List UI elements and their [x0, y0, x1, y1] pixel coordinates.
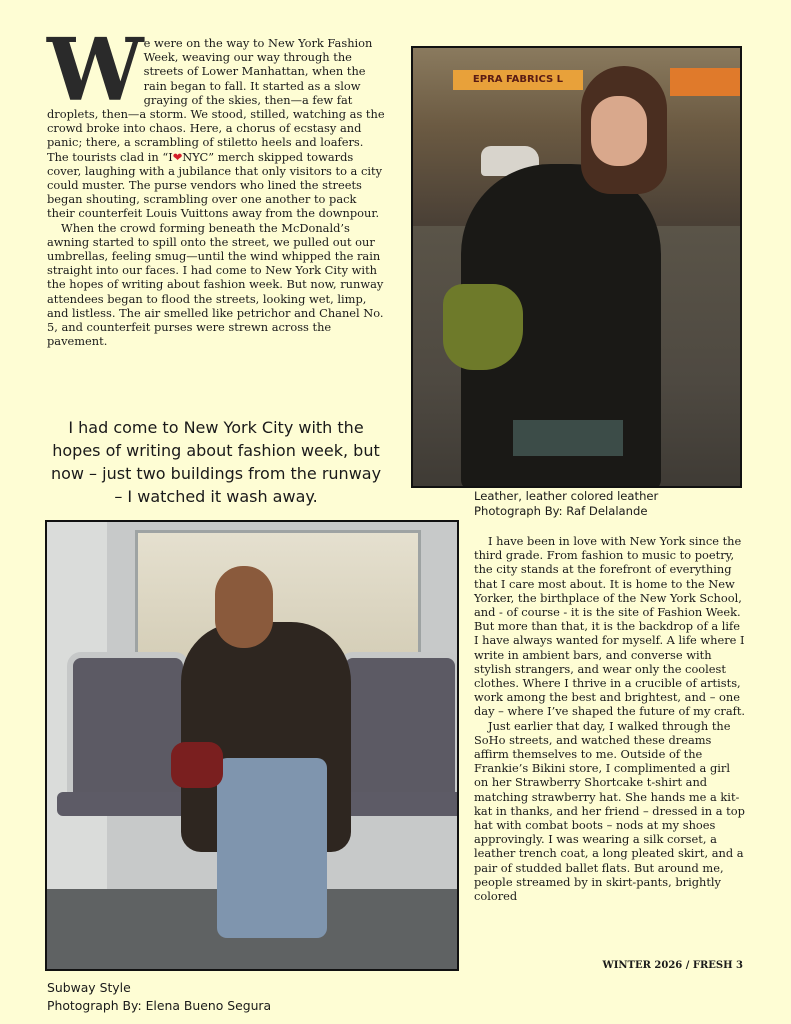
train-seat	[67, 652, 189, 814]
photo-subway	[45, 520, 459, 971]
green-bag	[443, 284, 523, 370]
train-seat	[339, 652, 459, 814]
model-jeans	[217, 758, 327, 938]
model-face	[591, 96, 647, 166]
model-head	[215, 566, 273, 648]
article-paragraph-2: When the crowd forming beneath the McDonald’s awning started to spill onto the street, we pulled out our umbrellas, feeling smug—until the wind whipped the rain straight into our faces. I had come to New York City with the hopes of writing about fashion week. But now, runway attendees began to flood the streets, looking wet, limp, and listless. The air smelled like petrichor and Chanel No. 5, and counterfeit purses were strewn across the pavement.	[47, 220, 384, 349]
pull-quote: I had come to New York City with the hopes of writing about fashion week, but now – just two buildings from the runway – I watched it wash away.	[50, 418, 382, 506]
photo1-caption-title: Leather, leather colored leather	[474, 489, 659, 503]
page-folio: WINTER 2026 / FRESH 3	[602, 960, 743, 971]
article-right-column	[474, 534, 746, 903]
photo2-caption-credit: Photograph By: Elena Bueno Segura	[47, 998, 272, 1013]
shop-awning	[670, 68, 740, 96]
heart-icon: ❤	[172, 149, 183, 164]
article-paragraph-1: e were on the way to New York Fashion Week, weaving our way through the streets of Lower Manhattan, when the rain began to fall. It started as a slow graying of the skies, then—a few fat droplets, then—a storm. We stood, stilled, watching as the crowd broke into chaos. Here, a chorus of ecstasy and panic; there, a scrambling of stiletto heels and loafers. The tourists clad in “I❤NYC” merch skipped towards cover, laughing with a jubilance that only visitors to a city could muster. The purse vendors who lined the streets began shouting, scrambling over one another to pack their counterfeit Louis Vuittons away from the downpour.	[47, 36, 385, 221]
denim-skirt	[513, 420, 623, 456]
photo-leather-street	[411, 46, 742, 488]
seat-base	[337, 792, 459, 816]
photo2-caption-title: Subway Style	[47, 980, 131, 995]
seat-base	[57, 792, 187, 816]
article-paragraph-3: I have been in love with New York since the third grade. From fashion to music to poetry, the city stands at the forefront of everything that I care most about. It is home to the New Yorker, the birthplace of the New York School, and - of course - it is the site of Fashion Week. But more than that, it is the backdrop of a life I have always wanted for myself. A life where I write in ambient bars, and converse with stylish strangers, and wear only the coolest clothes. Where I thrive in a crucible of artists, work among the best and brightest, and – one day – where I’ve shaped the future of my craft.	[474, 534, 746, 719]
photo1-caption-credit: Photograph By: Raf Delalande	[474, 504, 648, 518]
article-paragraph-4: Just earlier that day, I walked through the SoHo streets, and watched these dreams affirm themselves to me. Outside of the Frankie’s Bikini store, I complimented a girl on her Strawberry Shortcake t-shirt and matching strawberry hat. She hands me a kit-kat in thanks, and her friend – dressed in a top hat with combat boots – nods at my shoes approvingly. I was wearing a silk corset, a leather trench coat, a long pleated skirt, and a pair of studded ballet flats. But around me, people streamed by in skirt-pants, brightly colored	[474, 718, 745, 904]
photo2-caption	[47, 979, 271, 1015]
photo1-caption	[474, 489, 658, 519]
article-left-column	[47, 20, 385, 349]
shop-sign: EPRA FABRICS L	[453, 70, 583, 90]
red-bag	[171, 742, 223, 788]
drop-cap: W	[47, 20, 138, 121]
